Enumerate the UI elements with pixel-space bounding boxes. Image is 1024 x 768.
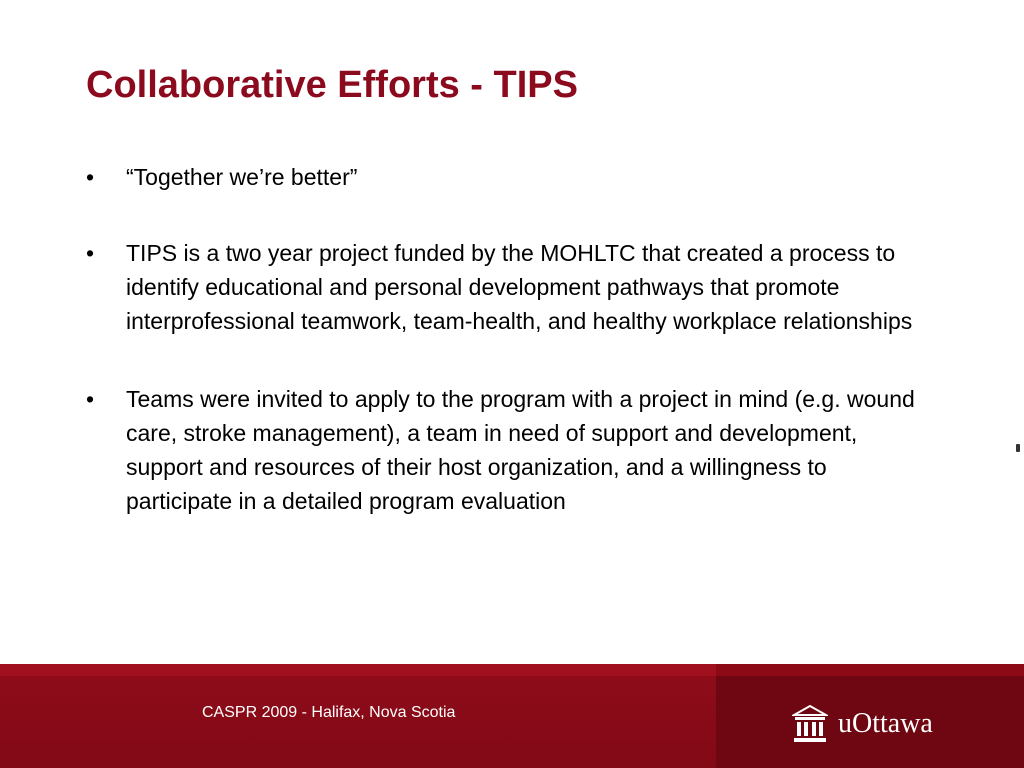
bullet-icon: • (86, 164, 95, 190)
footer-logo-panel-top (716, 664, 1024, 676)
university-logo (792, 702, 933, 746)
logo-text: uOttawa (838, 708, 933, 739)
building-icon (792, 704, 828, 744)
bullet-text: “Together we’re better” (126, 164, 358, 190)
bullet-icon: • (86, 386, 95, 412)
bullet-item (86, 382, 936, 518)
slide-title: Collaborative Efforts - TIPS (86, 64, 578, 106)
stray-mark (1016, 444, 1020, 452)
bullet-icon: • (86, 240, 95, 266)
bullet-text: Teams were invited to apply to the program with a project in mind (e.g. wound care, stroke management), a team in need of support and development, support and resources of their host organization, and a willingness to participate in a detailed program evaluation (126, 386, 915, 514)
bullet-item (86, 236, 936, 338)
bullet-list (86, 160, 936, 560)
footer-caption: CASPR 2009 - Halifax, Nova Scotia (202, 704, 456, 721)
bullet-item (86, 160, 936, 194)
bullet-text: TIPS is a two year project funded by the MOHLTC that created a process to identify educational and personal development pathways that promote interprofessional teamwork, team-health, and healthy workplace relationships (126, 240, 913, 334)
